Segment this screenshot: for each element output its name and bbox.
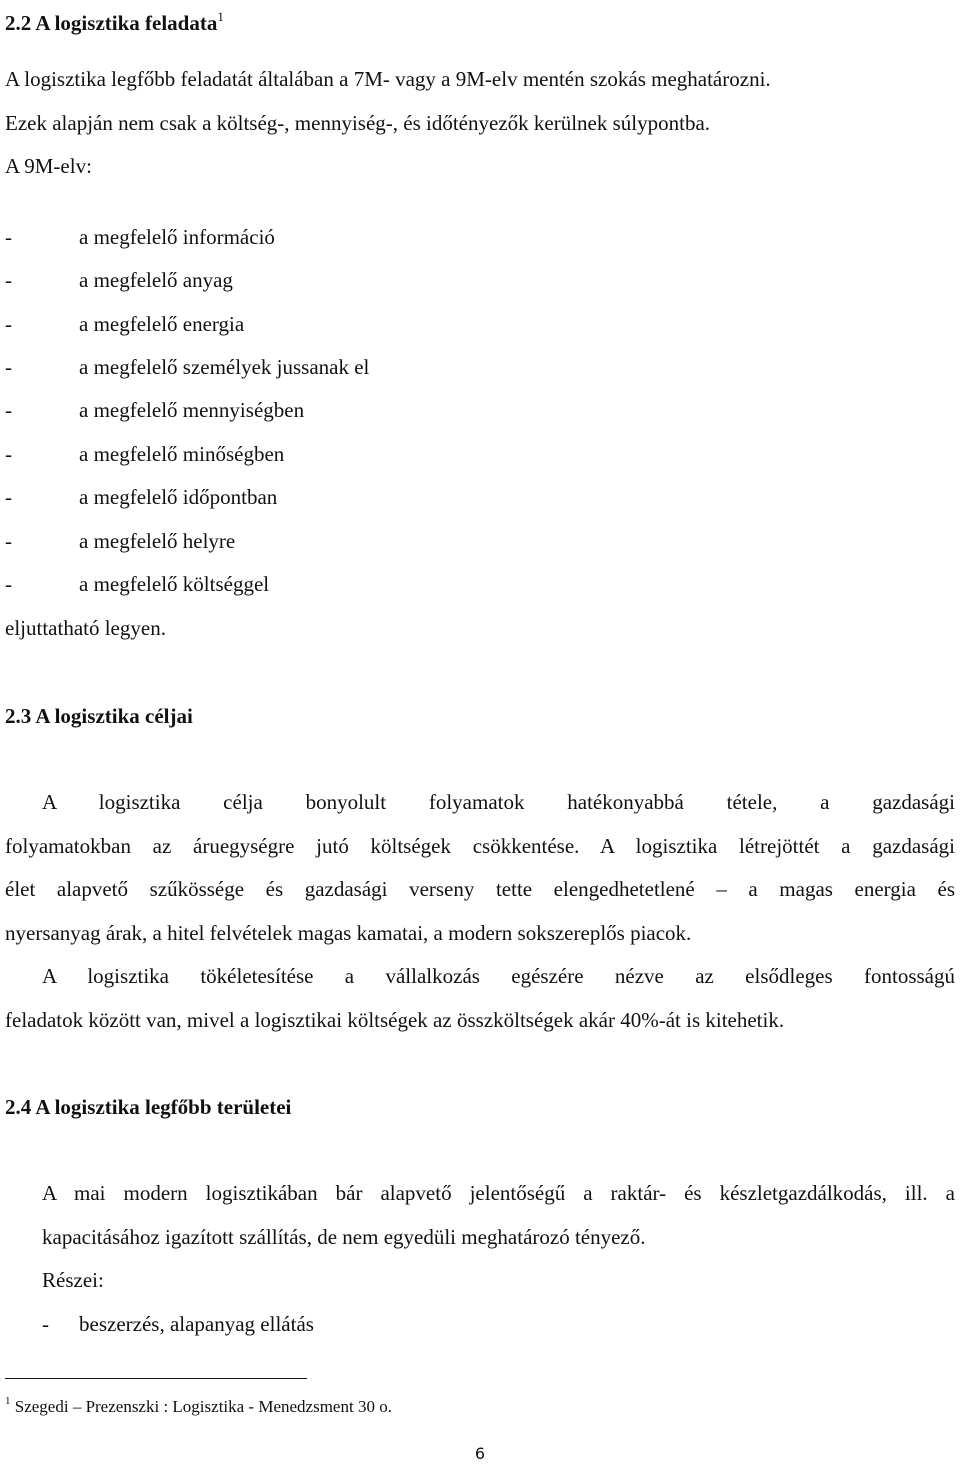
list-item-text: a megfelelő energia [79,312,245,336]
parts-label: Részei: [42,1268,104,1292]
footnote-number: 1 [5,1395,11,1407]
paragraph-line: élet alapvető szűkössége és gazdasági verseny tette elengedhetetlené – a magas energia és [5,877,955,901]
closing-line: eljuttatható legyen. [5,616,166,640]
list-item [5,267,233,293]
footnote-ref: 1 [217,9,224,24]
paragraph-line: A logisztika tökéletesítése a vállalkozás egészére nézve az elsődleges fontosságú [42,964,955,988]
list-dash: - [5,312,12,336]
list-item-text: beszerzés, alapanyag ellátás [79,1312,314,1336]
list-dash: - [5,355,12,379]
heading-text: 2.2 A logisztika feladata [5,11,218,35]
list-item [5,311,244,337]
paragraph-line: Ezek alapján nem csak a költség-, mennyiség-, és időtényezők kerülnek súlypontba. [5,111,711,135]
list-dash: - [5,398,12,422]
paragraph-line: A 9M-elv: [5,154,92,178]
list-item [5,441,284,467]
list-item [5,571,269,597]
list-item-text: a megfelelő anyag [79,268,233,292]
paragraph-line: kapacitásához igazított szállítás, de nem egyedüli meghatározó tényező. [42,1225,646,1249]
list-item-text: a megfelelő mennyiségben [79,398,305,422]
footnote-text: Szegedi – Prezenszki : Logisztika - Menedzsment 30 o. [14,1397,392,1416]
list-item [5,354,369,380]
paragraph-line: nyersanyag árak, a hitel felvételek magas kamatai, a modern sokszereplős piacok. [5,921,692,945]
paragraph-line: A mai modern logisztikában bár alapvető jelentőségű a raktár- és készletgazdálkodás, ill. a [42,1181,955,1205]
list-item [5,484,277,510]
list-dash: - [5,485,12,509]
list-dash: - [5,572,12,596]
footnote [5,1390,392,1418]
paragraph-line: A logisztika legfőbb feladatát általában a 7M- vagy a 9M-elv mentén szokás meghatározni. [5,67,771,91]
list-item-text: a megfelelő minőségben [79,442,285,466]
section-heading-2-2 [5,4,224,36]
list-item [42,1311,314,1337]
list-dash: - [5,225,12,249]
list-dash: - [42,1312,49,1336]
list-item-text: a megfelelő időpontban [79,485,278,509]
list-item-text: a megfelelő költséggel [79,572,270,596]
list-dash: - [5,268,12,292]
list-item [5,397,304,423]
list-item-text: a megfelelő helyre [79,529,236,553]
paragraph-line: folyamatokban az áruegységre jutó költségek csökkentése. A logisztika létrejöttét a gazdasági [5,834,955,858]
list-item-text: a megfelelő személyek jussanak el [79,355,370,379]
list-item-text: a megfelelő információ [79,225,275,249]
list-dash: - [5,529,12,553]
list-item [5,224,275,250]
list-item [5,528,235,554]
list-dash: - [5,442,12,466]
section-heading-2-4: 2.4 A logisztika legfőbb területei [5,1095,292,1119]
footnote-separator [5,1378,307,1379]
paragraph-line: A logisztika célja bonyolult folyamatok hatékonyabbá tétele, a gazdasági [42,790,955,814]
page-number: 6 [474,1444,486,1463]
section-heading-2-3: 2.3 A logisztika céljai [5,704,193,728]
paragraph-line: feladatok között van, mivel a logisztikai költségek az összköltségek akár 40%-át is kitehetik. [5,1008,785,1032]
